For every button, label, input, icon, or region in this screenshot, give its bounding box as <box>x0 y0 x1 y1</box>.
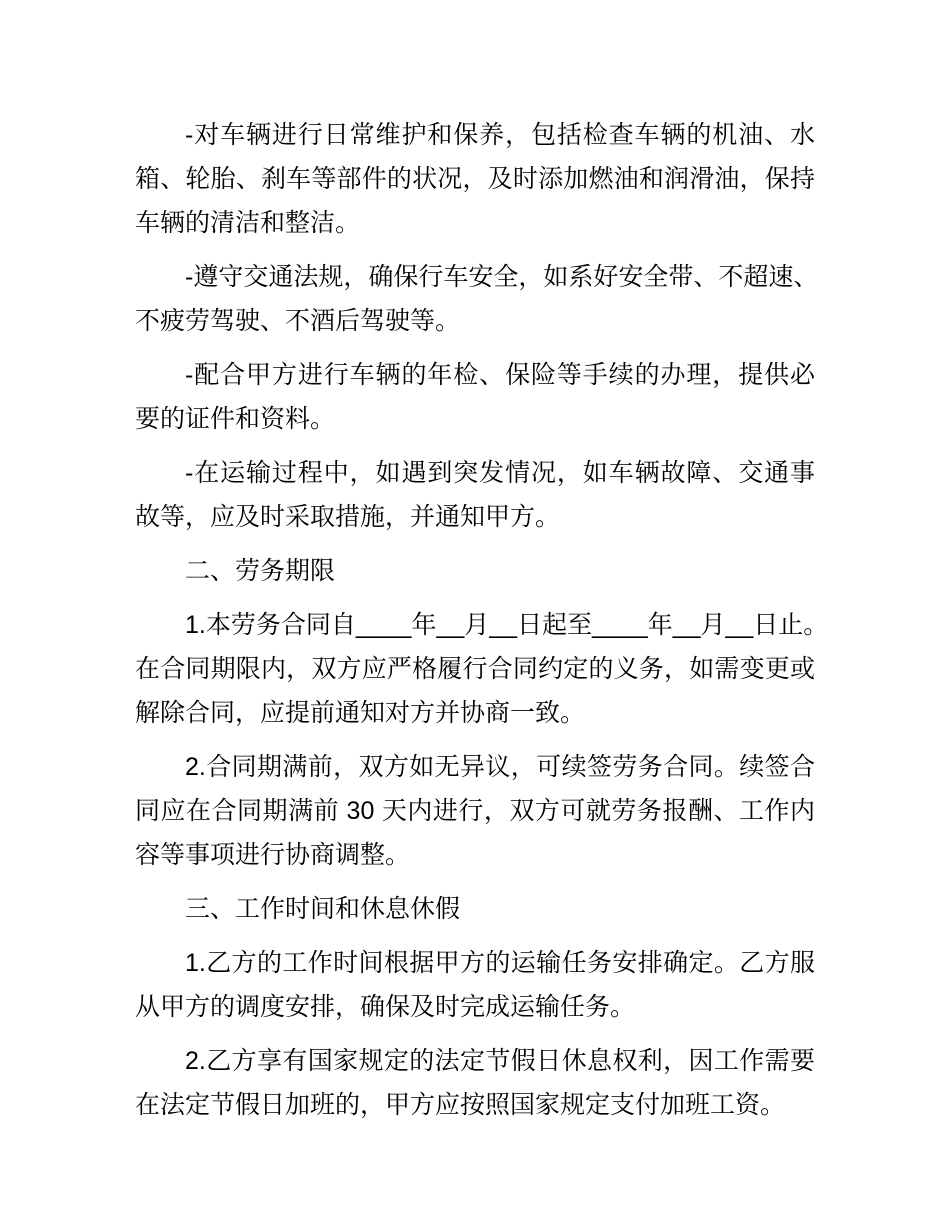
paragraph <box>135 745 815 877</box>
text-line: 要的证件和资料。 <box>135 405 336 433</box>
text-line: 1.乙方的工作时间根据甲方的运输任务安排确定。乙方服 <box>185 949 815 977</box>
text-line: 不疲劳驾驶、不酒后驾驶等。 <box>135 307 461 335</box>
section-heading <box>135 887 815 931</box>
text-line: 在合同期限内，双方应严格履行合同约定的义务，如需变更或 <box>135 655 815 683</box>
text-line: -配合甲方进行车辆的年检、保险等手续的办理，提供必 <box>185 361 815 389</box>
text-line: 同应在合同期满前 30 天内进行，双方可就劳务报酬、工作内 <box>135 797 815 825</box>
paragraph <box>135 255 819 343</box>
text-line: 在法定节假日加班的，甲方应按照国家规定支付加班工资。 <box>135 1091 786 1119</box>
text-line: -遵守交通法规，确保行车安全，如系好安全带、不超速、 <box>185 263 819 291</box>
text-line: 故等，应及时采取措施，并通知甲方。 <box>135 503 561 531</box>
text-line: 1.本劳务合同自____年__月__日起至____年__月__日止。 <box>185 611 829 639</box>
paragraph <box>135 603 829 735</box>
text-line: -对车辆进行日常维护和保养，包括检查车辆的机油、水 <box>185 121 815 149</box>
text-line: 二、劳务期限 <box>185 557 336 585</box>
text-line: 2.合同期满前，双方如无异议，可续签劳务合同。续签合 <box>185 753 815 781</box>
text-line: 从甲方的调度安排，确保及时完成运输任务。 <box>135 993 636 1021</box>
paragraph <box>135 451 815 539</box>
paragraph <box>135 941 815 1029</box>
text-line: -在运输过程中，如遇到突发情况，如车辆故障、交通事 <box>185 459 815 487</box>
text-line: 解除合同，应提前通知对方并协商一致。 <box>135 699 586 727</box>
paragraph <box>135 113 815 245</box>
text-line: 三、工作时间和休息休假 <box>185 895 461 923</box>
text-line: 车辆的清洁和整洁。 <box>135 209 361 237</box>
text-line: 箱、轮胎、刹车等部件的状况，及时添加燃油和润滑油，保持 <box>135 165 815 193</box>
paragraph <box>135 1039 815 1127</box>
text-line: 容等事项进行协商调整。 <box>135 841 411 869</box>
paragraph <box>135 353 815 441</box>
text-line: 2.乙方享有国家规定的法定节假日休息权利，因工作需要 <box>185 1047 815 1075</box>
section-heading <box>135 549 815 593</box>
